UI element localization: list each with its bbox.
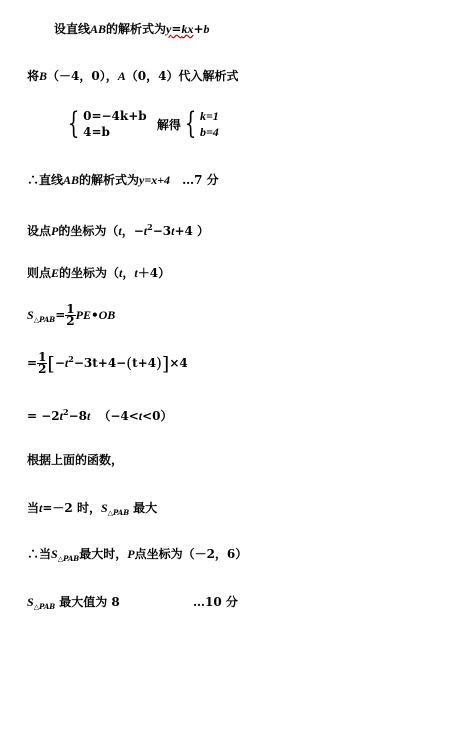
- text: −3: [152, 224, 172, 238]
- text: =: [27, 356, 38, 370]
- var-kx: kx: [181, 22, 194, 36]
- text: （−4<: [98, 409, 139, 423]
- var-t: t: [59, 409, 63, 423]
- text: 的坐标为（: [59, 266, 120, 280]
- left-bracket: [: [47, 353, 55, 375]
- point-a: A: [117, 69, 126, 83]
- denominator: 2: [38, 362, 47, 376]
- text: <0）: [142, 409, 173, 423]
- text: 最大: [133, 501, 158, 515]
- text: 设点: [27, 224, 52, 238]
- var-t: t: [138, 409, 143, 423]
- dot: •: [90, 308, 99, 322]
- left-brace: {: [184, 106, 197, 141]
- numerator: 1: [38, 350, 47, 364]
- text: 根据上面的函数，: [27, 453, 124, 467]
- exponent: 2: [62, 407, 69, 417]
- var-ab: AB: [63, 173, 80, 187]
- text: （－4，0），: [47, 69, 118, 83]
- line-area-simplified: [27, 404, 173, 424]
- left-paren: (: [126, 354, 133, 372]
- system-1-row-1: 0=−4k+b: [83, 109, 147, 123]
- system-2-row-2: b=4: [199, 125, 219, 139]
- solve-label: 解得: [156, 117, 181, 132]
- point-b: B: [39, 69, 48, 83]
- line-area-expand: [27, 352, 188, 375]
- var-t: t: [39, 501, 43, 515]
- text: −: [54, 356, 65, 370]
- line-point-e: [27, 265, 170, 281]
- text: （0，4）代入解析式: [125, 69, 239, 83]
- equation: y=x+4: [139, 173, 171, 187]
- line-point-p: [27, 219, 209, 239]
- text: 的坐标为（: [58, 224, 119, 238]
- left-brace: {: [67, 106, 80, 141]
- line-p-coordinate: [27, 546, 247, 567]
- text: 的解析式为: [79, 173, 140, 187]
- area-subscript: △PAB: [33, 315, 56, 324]
- text: −8: [68, 409, 87, 423]
- text: =: [55, 308, 66, 322]
- equation-system-row: [64, 108, 219, 140]
- point-p: P: [51, 224, 59, 238]
- text: 当: [27, 501, 40, 515]
- right-paren: ): [156, 354, 162, 372]
- text: 点坐标为（－2，6）: [134, 547, 248, 561]
- score-note: …10 分: [193, 595, 238, 609]
- right-bracket: ]: [161, 353, 170, 375]
- text: ∴直线: [27, 173, 64, 187]
- var-t: t: [118, 224, 122, 238]
- area-subscript: △PAB: [33, 602, 56, 611]
- var-t: t: [134, 266, 138, 280]
- area-subscript: △PAB: [57, 554, 80, 563]
- segment-pe: PE: [75, 308, 91, 322]
- system-1: [83, 108, 147, 140]
- line-area-formula: [27, 304, 115, 327]
- system-1-row-2: 4=b: [83, 125, 110, 139]
- area-s: S: [100, 501, 108, 515]
- fraction-half: [37, 352, 47, 375]
- var-t: t: [119, 266, 123, 280]
- var-t: t: [86, 409, 91, 423]
- text: =－2 时，: [42, 501, 101, 515]
- text: ×4: [169, 356, 188, 370]
- point-e: E: [51, 266, 60, 280]
- area-s: S: [27, 308, 34, 322]
- line-function-note: [27, 452, 123, 468]
- line-ab-result: [27, 172, 219, 188]
- text: 最大值为 8: [59, 595, 120, 609]
- text: 的解析式为: [106, 22, 167, 36]
- var-t: t: [143, 224, 148, 238]
- var-b: b: [203, 22, 210, 36]
- line-set-line-ab: [54, 21, 210, 37]
- text: 则点: [27, 266, 52, 280]
- text: +4 ）: [174, 224, 210, 238]
- var-t: t: [171, 224, 175, 238]
- var-y: y: [166, 22, 172, 36]
- area-s: S: [27, 595, 34, 609]
- text: 最大时，: [79, 547, 128, 561]
- text: = −2: [27, 409, 60, 423]
- line-max-value: [27, 594, 238, 615]
- fraction-half: [65, 304, 75, 327]
- denominator: 2: [66, 314, 75, 328]
- line-substitute: [27, 68, 238, 84]
- point-p: P: [127, 547, 135, 561]
- segment-ob: OB: [98, 308, 116, 322]
- text: ∴当: [27, 547, 52, 561]
- text: =: [171, 22, 182, 36]
- text: ，: [122, 266, 135, 280]
- numerator: 1: [66, 302, 75, 316]
- text: −3t+4−: [73, 356, 127, 370]
- exponent: 2: [147, 222, 153, 232]
- var-ab: AB: [90, 22, 107, 36]
- var-t: t: [64, 356, 69, 370]
- text: t+4: [132, 356, 157, 370]
- text: +: [193, 22, 204, 36]
- exponent: 2: [68, 354, 74, 364]
- system-2: [200, 108, 219, 140]
- text: ，−: [121, 224, 144, 238]
- area-s: S: [51, 547, 58, 561]
- text: ＋4）: [137, 266, 171, 280]
- text: 设直线: [54, 22, 91, 36]
- system-2-row-1: k=1: [199, 109, 219, 123]
- area-subscript: △PAB: [107, 508, 130, 517]
- text: 将: [27, 69, 40, 83]
- line-max-when: [27, 500, 157, 521]
- score-note: …7 分: [182, 173, 219, 187]
